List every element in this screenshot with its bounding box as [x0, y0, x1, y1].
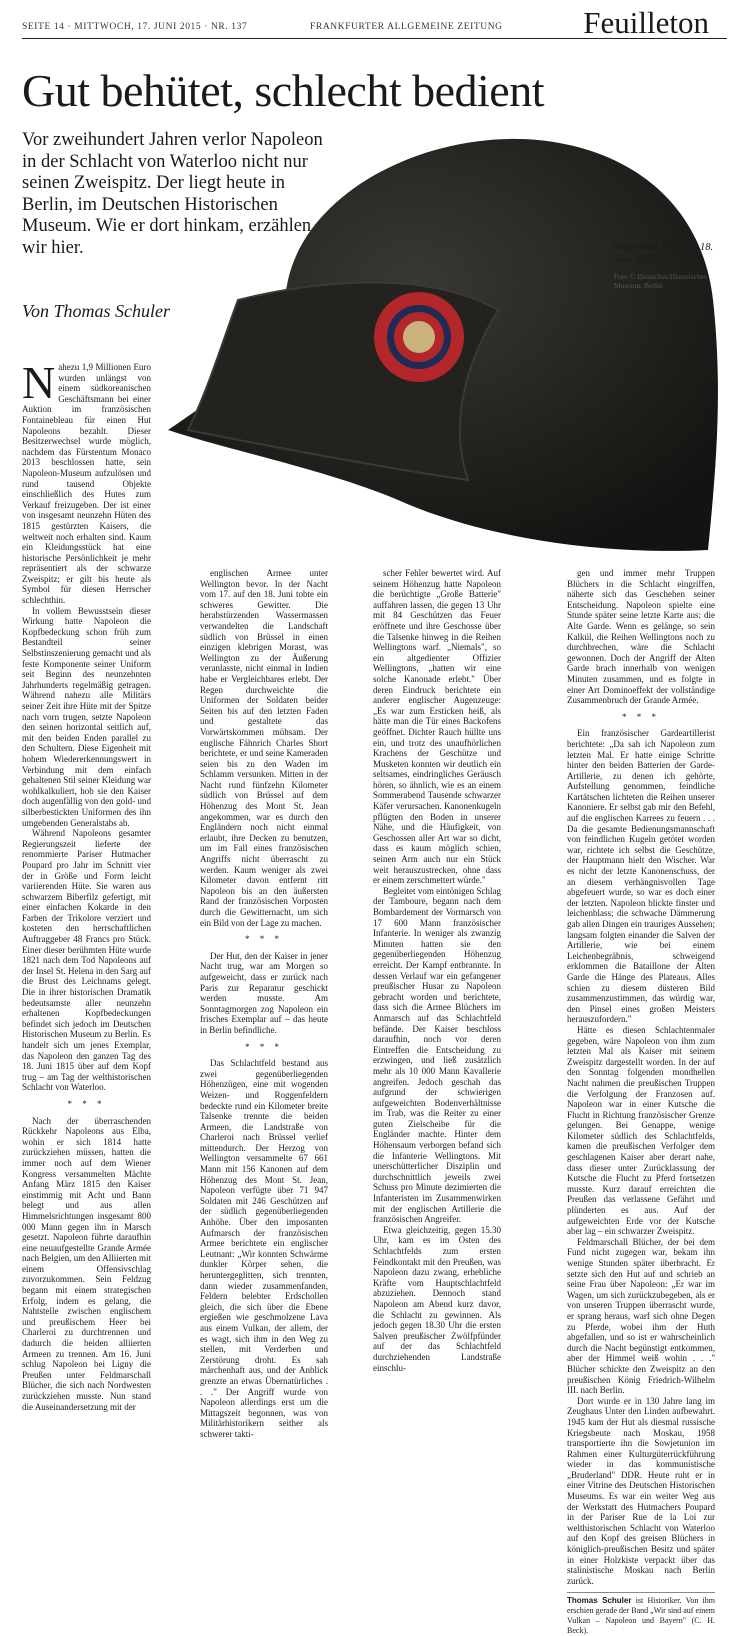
- paragraph: gen und immer mehr Truppen Blüchers in die Schlacht eingriffen, näherte sich das Geschehen seiner Entscheidung. Napoleon spielte eine Stunde später seine letzte Karte aus: die Alte Garde. Wenn es gelänge, so sein Kalkül, die Reihen Wellingtons noch zu durchbrechen, wäre die Schlacht gewonnen. Doch der Angriff der Alten Garde brach innerhalb von wenigen Minuten zusammen, und es folgte in einer Art Dominoeffekt der vollständige Zusammenbruch der Grande Armée.: [567, 568, 715, 706]
- paragraph: Während Napoleons gesamter Regierungszeit lieferte der renommierte Pariser Hutmacher Poupard pro Jahr im Schnitt vier der in Größe und Form leicht variierenden Hüte. Sie waren aus schwarzem Biberfilz gefertigt, mit einer einfachen Kokarde in den Farben der Trikolore verziert und kosteten den herrschaftlichen Auftraggeber 48 Francs pro Stück. Einer dieser berühmten Hüte wurde 1821 nach dem Tod Napoleons auf der Insel St. Helena in den Sarg auf die Brust des Leichnams gelegt. Die in ihrer historischen Dramatik bedeutsamste aller neunzehn erhaltenen Kopfbedeckungen befindet sich jedoch im Deutschen Historischen Museum zu Berlin. Es handelt sich um jenes Exemplar, das Napoleon den ganzen Tag des 18. Juni 1815 über auf dem Kopf trug – am Tag der welthistorischen Schlacht von Waterloo.: [22, 828, 151, 1093]
- paragraph: Nach der überraschenden Rückkehr Napoleons aus Elba, wohin er sich 1814 hatte zurückziehen müssen, hatten die immer noch auf dem Wiener Kongress versammelten Mächte Anfang März 1815 den Kaiser einstimmig mit Acht und Bann belegt und aus allen Himmelsrichtungen insgesamt 800 000 Mann gegen ihn in Marsch gesetzt. Napoleon führte daraufhin eine neuaufgestellte Grande Armée nach Belgien, um den Alliierten mit einem Offensivschlag zuvorzukommen. Sein Feldzug begann mit einem strategischen Erfolg, indem es gelang, die Nahtstelle zwischen englischem und preußischem Heer bei Charleroi zu durchtrennen und dadurch die beiden alliierten Armeen zu trennen. Am 16. Juni schlug Napoleon bei Ligny die Preußen unter Feldmarschall Blücher, die sich nach Nordwesten zurückziehen musste. Nun stand die Auseinandersetzung mit der: [22, 1115, 151, 1412]
- article-column-4: [567, 568, 715, 1636]
- section-separator: * * *: [245, 934, 283, 945]
- author-note: [567, 1592, 715, 1636]
- section-separator: * * *: [67, 1098, 106, 1109]
- standfirst: Vor zweihundert Jahren verlor Napoleon in der Schlacht von Waterloo nicht nur seinen Zweispitz. Der liegt heute in Berlin, im Deutschen Historischen Museum. Wie er dort hinkam, erzählen wir hier.: [22, 130, 323, 258]
- paragraph: Das Schlachtfeld bestand aus zwei gegenüberliegenden Höhenzügen, eine mit wogenden Weizen- und Roggenfeldern bedeckte rund ein Kilometer breite Talsenke trennte die beiden Armeen, die Landstraße von Charleroi nach Brüssel verlief mittendurch. Der Herzog von Wellington versammelte 67 661 Mann mit 156 Kanonen auf dem Höhenzug des Mont St. Jean, Napoleon verfügte über 71 947 Soldaten mit 246 Geschützen auf der südlich gegenüberliegenden Anhöhe. Über den imposanten Aufmarsch der französischen Armee berichtete ein englischer Leutnant: „Wir konnten Schwärme dunkler Körper sehen, die heruntergeglitten, sich trennten, dann wieder zusammenfanden, Feldern belebter Erdschollen gleich, die sich über die Ebene ergießen wie geschmolzene Lava aus einem Vulkan, der allem, der es wagt, sich ihm in den Weg zu stellen, mit Verderben und Zerstörung droht. Es sah märchenhaft aus, und der Anblick grenzte an etwas Übernatürliches . . ." Der Angriff wurde von Napoleon allerdings erst um die Mittagszeit begonnen, was von Militärhistorikern seither als schwerer takti-: [200, 1058, 328, 1439]
- article-column-2: [200, 568, 328, 1440]
- headline: Gut behütet, schlecht bedient: [22, 65, 545, 116]
- article-column-3: [373, 568, 501, 1373]
- section-separator: * * *: [245, 1041, 283, 1052]
- author-bio: ist Historiker. Von ihm erschien gerade der Band „Wir sind auf einem Vulkan – Napoleon und Bayern" (C. H. Beck).: [567, 1596, 715, 1636]
- paragraph: scher Fehler bewertet wird. Auf seinem Höhenzug hatte Napoleon die berüchtigte „Große Batterie" auffahren lassen, die gegen 13 Uhr mit 84 Geschützen das Feuer eröffnete und ihre Geschosse über die Talsenke hinweg in die Reihen Wellingtons warf. „Niemals", so ein altgedienter Offizier Wellingtons, „hatten wir eine solche Kanonade erlebt." Über deren Eindruck berichtete ein anderer englischer Augenzeuge: „Es war zum Ersticken heiß, als hätte man die Tür eines Backofens geöffnet. Dichter Rauch hüllte uns ein, und trotz des unaufhörlichen Krachens der Geschütze und Musketen konnten wir deutlich ein seltsames, eindringliches Geräusch hören, so ähnlich, wie es an einem Sommerabend Tausende schwarzer Käfer verursachen. Kanonenkugeln pflügten den Boden in unserer Nähe, und die Häufigkeit, von Geschossen aller Art war so dicht, dass es kaum möglich schien, seinen Arm auch nur ein Stück weit herauszustrecken, ohne dass er einem zerschmettert würde.": [373, 568, 501, 886]
- paragraph: In vollem Bewusstsein dieser Wirkung hatte Napoleon die Kopfbedeckung schon früh zum Bestandteil seiner Selbstinszenierung gemacht und als feste Komponente seiner Uniform seit Beginn des neunzehnten Jahrhunderts regelmäßig getragen. Während nahezu alle Militärs seiner Zeit ihre Hüte mit der Spitze nach vorn trugen, setzte Napoleon den seinen horizontal seitlich auf, mit den beiden Enden parallel zu den Schultern. Diese Eigenheit mit hohem Wiedererkennungswert in Verbindung mit dem einfach gehaltenen Stil seiner Kleidung war wohlkalkuliert, hob sie den Kaiser doch augenfällig von den gold- und silberbestickten Uniformen des ihn umgebenden Generalstabs ab.: [22, 605, 151, 828]
- paragraph: Feldmarschall Blücher, der bei dem Fund nicht zugegen war, bekam ihn wenige Stunden später überbracht. Er setzte sich den Hut auf und schrieb an seine Frau über Napoleon: „Er war im Wagen, um sich zurückzubegeben, als er von unseren Truppen überrascht wurde, er sprang heraus, warf sich ohne Degen zu Pferde, wobei ihm der Huth abgefallen, und so ist er wahrscheinlich durch die Nacht begünstigt entkommen, aber der Himmel weiß wohin . . ." Blücher schickte den Zweispitz an den preußischen König Friedrich-Wilhelm III. nach Berlin.: [567, 1236, 715, 1396]
- caption-title: Napoleons Hut vom 18. Juni 1815: [614, 242, 714, 265]
- issue-meta: SEITE 14 · MITTWOCH, 17. JUNI 2015 · NR. 137: [22, 22, 248, 32]
- section-title: Feuilleton: [583, 5, 709, 40]
- paragraph: Etwa gleichzeitig, gegen 15.30 Uhr, kam es im Osten des Schlachtfelds zum ersten Feindkontakt mit den Preußen, was Napoleon dazu zwang, erhebliche Kräfte vom Hauptschlachtfeld abzuziehen. Dennoch stand Napoleon am Abend kurz davor, die Schlacht zu gewinnen. Als jedoch gegen 18.30 Uhr die ersten Salven preußischer Zwölfpfünder auf der das Schlachtfeld durchziehenden Landstraße einschlu-: [373, 1224, 501, 1373]
- byline: Von Thomas Schuler: [22, 301, 170, 321]
- newspaper-name: FRANKFURTER ALLGEMEINE ZEITUNG: [310, 22, 503, 32]
- photo-caption: [614, 242, 732, 290]
- page-header: [22, 5, 727, 40]
- paragraph: Hätte es diesen Schlachtenmaler gegeben, wäre Napoleon von ihm zum letzten Mal als Kaiser mit seinem Zweispitz dargestellt worden. In der auf den Sonntag folgenden mondhellen Nacht nahmen die preußischen Truppen die Verfolgung der Franzosen auf. Napoleon war in einer Kutsche die Flucht in Richtung französischer Grenze gelungen. Bei Genappe, wenige Kilometer südlich des Schlachtfelds, kamen die preußischen Verfolger dem geschlagenen Kaiser aber derart nahe, dass dieser unter Zurücklassung der Kutsche die Flucht zu Pferd fortsetzen musste. Kurz darauf erreichten die Preußen das verlassene Gefährt und plünderten es aus. Auf der aufgeweichten Erde vor der Kutsche aber lag – ein schwarzer Zweispitz.: [567, 1024, 715, 1237]
- paragraph: Nahezu 1,9 Millionen Euro wurden unlängst von einem südkoreanischen Geschäftsmann bei einer Auktion im französischen Fontainebleau für einen Hut Napoleons bezahlt. Dieser Besitzerwechsel wurde möglich, nachdem das Fürstentum Monaco 2013 beschlossen hatte, sein Napoleon-Museum aufzulösen und rund tausend Objekte einschließlich des Hutes zum Verkauf freizugeben. Der ist einer von insgesamt neunzehn Hüten des 1815 gestürzten Kaisers, die weltweit noch erhalten sind. Kaum ein Kleidungsstück hat eine historische Persönlichkeit je mehr repräsentiert als der schwarze Zweispitz; er gilt bis heute als Symbol für diesen Herrscher schlechthin.: [22, 357, 151, 606]
- author-name: Thomas Schuler: [567, 1596, 632, 1606]
- caption-credit: Foto © Deutsches Historisches Museum, Berlin: [614, 272, 707, 290]
- paragraph: englischen Armee unter Wellington bevor. In der Nacht vom 17. auf den 18. Juni tobte ein schweres Gewitter. Die herabstürzenden Wassermassen verwandelten die Landschaft südlich von Brüssel in einen einzigen klebrigen Morast, was Wellington zu der Äußerung veranlasste, nicht einmal in Indien habe er Vergleichbares erlebt. Der Regen durchweichte die Uniformen der Soldaten beider Seiten bis auf den letzten Faden und gestaltete das Vorwärtskommen mühsam. Der englische Fähnrich Charles Short berichtete, er und seine Kameraden seien bis zu den Waden im Schlamm versunken. Mitten in der Nacht rund fünfzehn Kilometer südlich von Brüssel auf dem Höhenzug des Mont St. Jean angekommen, war es durch den Engländern noch nicht einmal erlaubt, ihre Decken zu benutzen, um im Fall eines französischen Angriffs nicht überrascht zu werden. Kaum weniger als zwei Kilometer davon entfernt ritt Napoleon bis an den äußersten Rand der französischen Vorposten durch die Gewitternacht, um sich ein Bild von der Lage zu machen.: [200, 568, 328, 928]
- paragraph: Der Hut, den der Kaiser in jener Nacht trug, war am Morgen so aufgeweicht, dass er zurück nach Paris zur Reparatur geschickt werden musste. Am Sonntagmorgen zog Napoleon ein frisches Exemplar auf – das heute in Berlin befindliche.: [200, 950, 328, 1035]
- paragraph: Dort wurde er in 130 Jahre lang im Zeughaus Unter den Linden aufbewahrt. 1945 kam der Hut als diesmal russische Kriegsbeute nach Moskau, 1958 transportierte ihn die Sowjetunion im Rahmen einer Kulturgüterrückführung wieder in das kommunistische „Bruderland" DDR. Heute ruht er in einer Vitrine des Deutschen Historischen Museums. Es war ein weiter Weg aus der Werkstatt des Hutmachers Poupard in der Pariser Rue de la Loi zur welthistorischen Schlacht von Waterloo auf den Kopf des greisen Blüchers in königlich-preußischen Besitz und später in einer Holzkiste verpackt über das stalinistische Moskau nach Berlin zurück.: [567, 1395, 715, 1586]
- paragraph: Begleitet vom eintönigen Schlag der Tamboure, begann nach dem Bombardement der Vormarsch von 17 600 Mann französischer Infanterie. In weniger als zwanzig Minuten hatten sie den gegenüberliegenden Höhenzug erreicht. Der Kampf entbrannte. In dessen Verlauf war ein gefangener preußischer Husar zu Napoleon gebracht worden und berichtete, dass sich die Armee Blüchers im Anmarsch auf das Schlachtfeld befände. Der Kaiser beschloss daraufhin, noch vor deren Eintreffen die Entscheidung zu erzwingen, und ließ zusätzlich mehr als 10 000 Mann Kavallerie angreifen. Jedoch geschah das aufgrund der schwierigen aufgeweichten Bodenverhältnisse im Trab, was die Reiter zu einer guten Zielscheibe für die Engländer machte. Hinter dem Höhensaum verborgen befand sich die Infanterie Wellingtons. Mit unerschütterlicher Disziplin und durchschnittlich jeweils zwei Schuss pro Minute dezimierten die Infanteristen im Zusammenwirken mit der englischen Artillerie die französischen Angreifer.: [373, 885, 501, 1225]
- cockade-icon: [374, 292, 464, 382]
- article-column-1: [22, 357, 151, 1412]
- section-separator: * * *: [622, 711, 660, 722]
- paragraph: Ein französischer Gardeartillerist berichtete: „Da sah ich Napoleon zum letzten Mal. Er hatte einige Schritte hinter den beiden Batterien der Garde-Artillerie, zu denen ich gehörte, Aufstellung genommen, feindliche Kartätschen lichteten die Reihen unserer Kanoniere. Er selbst gab mir den Befehl, auf die englischen Karrees zu feuern . . . Da die gesamte Bedienungsmannschaft von feindlichen Kugeln getötet worden war, richtete ich selbst die Geschütze, der Hauptmann hielt den Wischer. War es nicht der letzte Kanonenschuss, der an diesem verhängnisvollen Tage abgefeuert wurde, so war es doch einer der letzten. Napoleon blickte finster und leichenblass; die schwache Dämmerung gab allen Dingen ein trauriges Aussehen; langsam folgten einander die Salven der Artillerie, wie bei einem Leichenbegräbnis, schweigend erklommen die Bataillone der Alten Garde die Hänge des Plateaus. Alles schien zu diesem düsteren Bild zusammenzustimmen, das würdig war, den Pinsel eines großen Meisters herauszufordern.": [567, 728, 715, 1025]
